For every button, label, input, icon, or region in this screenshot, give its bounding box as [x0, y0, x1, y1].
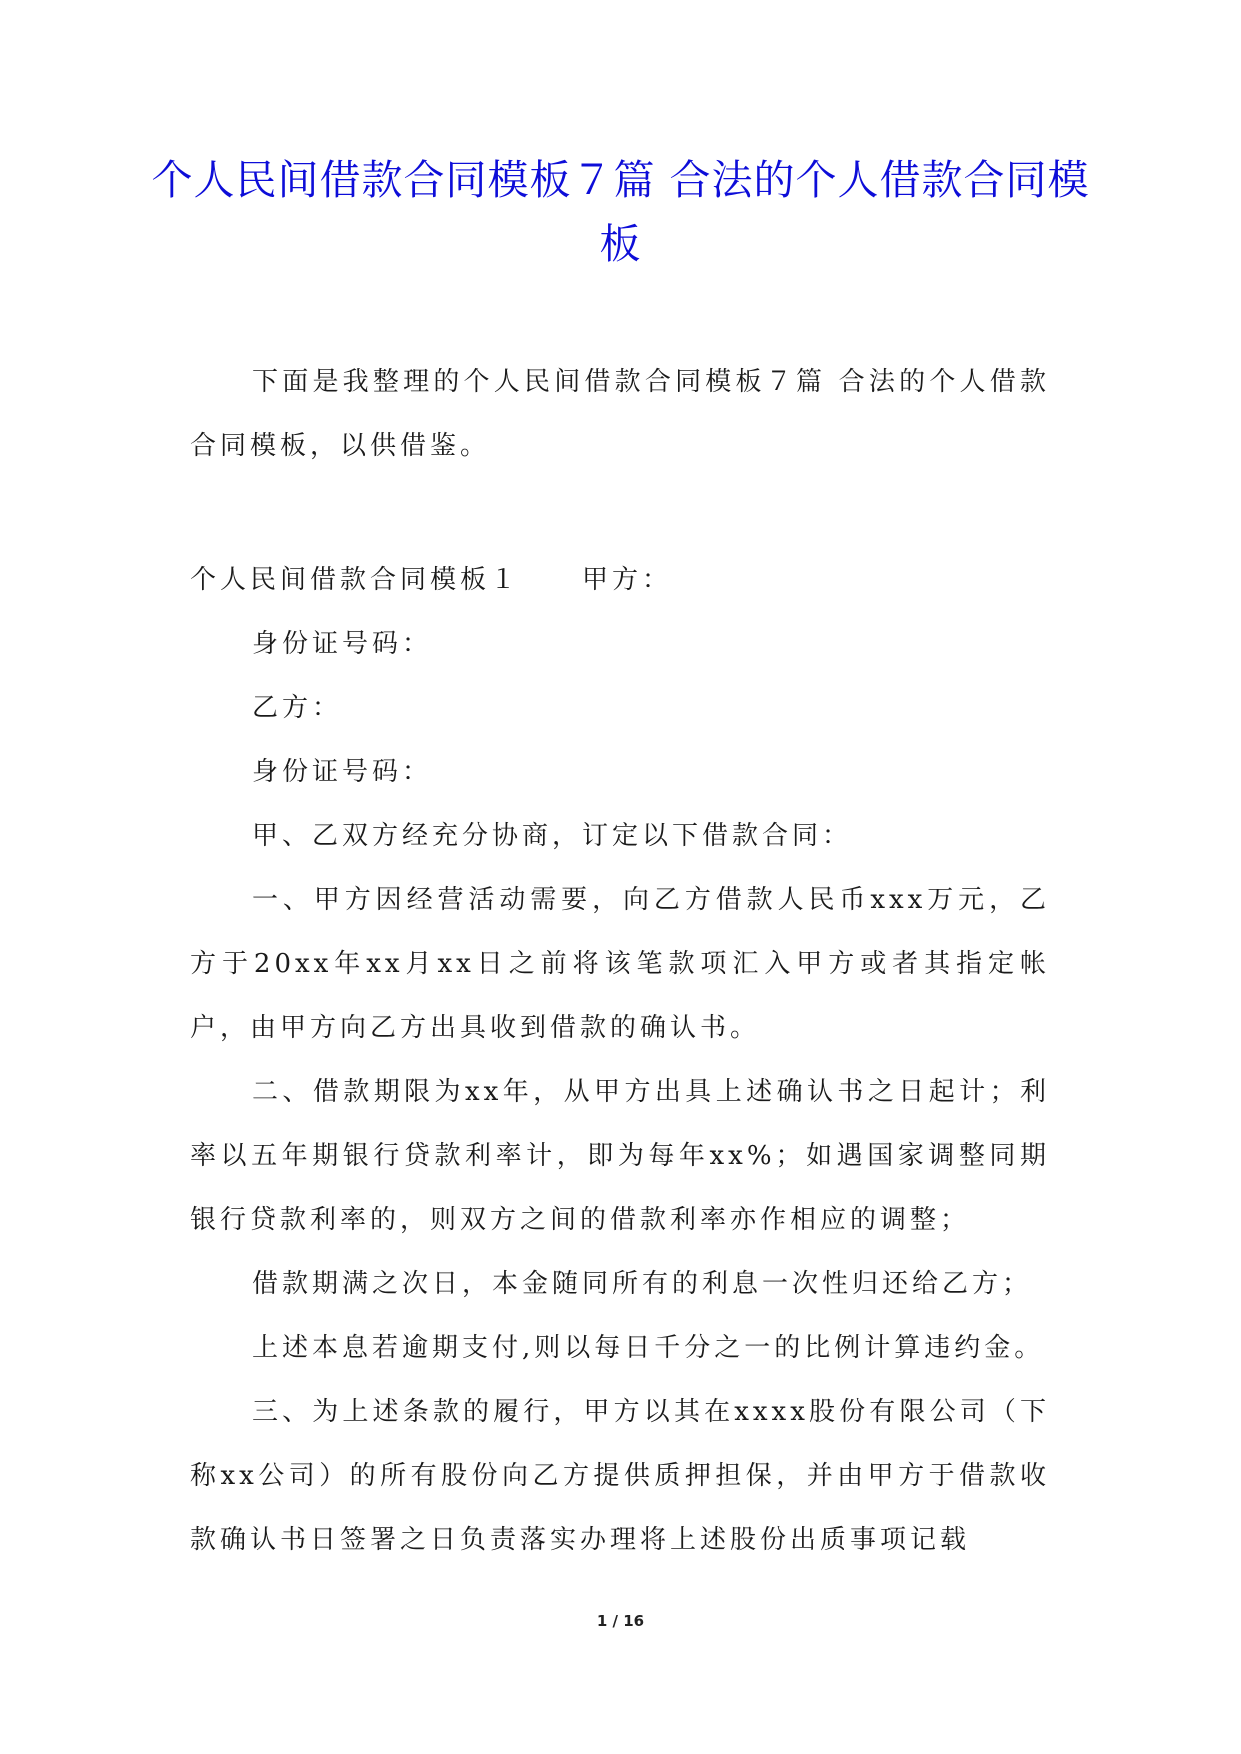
page-number: 1 / 16 [596, 1612, 645, 1630]
document-title: 个人民间借款合同模板７篇 合法的个人借款合同模板 [151, 156, 1090, 268]
preamble-paragraph: 甲、乙双方经充分协商，订定以下借款合同： [252, 821, 853, 851]
clause-1-paragraph: 一、甲方因经营活动需要，向乙方借款人民币xxx万元，乙方于20xx年xx月xx日之前将该笔款项汇入甲方或者其指定帐户，由甲方向乙方出具收到借款的确认书。 [190, 885, 1050, 1043]
clause-3-paragraph: 三、为上述条款的履行，甲方以其在xxxx股份有限公司（下称xx公司）的所有股份向乙方提供质押担保，并由甲方于借款收款确认书日签署之日负责落实办理将上述股份出质事项记载 [190, 1397, 1050, 1555]
clause-2-paragraph: 二、借款期限为xx年，从甲方出具上述确认书之日起计；利率以五年期银行贷款利率计，即为每年xx%；如遇国家调整同期银行贷款利率的，则双方之间的借款利率亦作相应的调整； [190, 1077, 1050, 1235]
party-b-label: 乙方： [252, 693, 343, 723]
clause-2c-paragraph: 上述本息若逾期支付,则以每日千分之一的比例计算违约金。 [252, 1333, 1045, 1363]
id-number-a: 身份证号码： [252, 629, 433, 659]
section-heading-line [190, 548, 1050, 612]
id-number-b: 身份证号码： [252, 757, 433, 787]
party-a-label: 甲方： [582, 565, 673, 595]
clause-2b-paragraph: 借款期满之次日，本金随同所有的利息一次性归还给乙方； [252, 1269, 1033, 1299]
section-heading: 个人民间借款合同模板１ [190, 565, 521, 595]
intro-paragraph: 下面是我整理的个人民间借款合同模板７篇 合法的个人借款合同模板，以供借鉴。 [190, 367, 1050, 461]
document-body [190, 350, 1050, 1572]
